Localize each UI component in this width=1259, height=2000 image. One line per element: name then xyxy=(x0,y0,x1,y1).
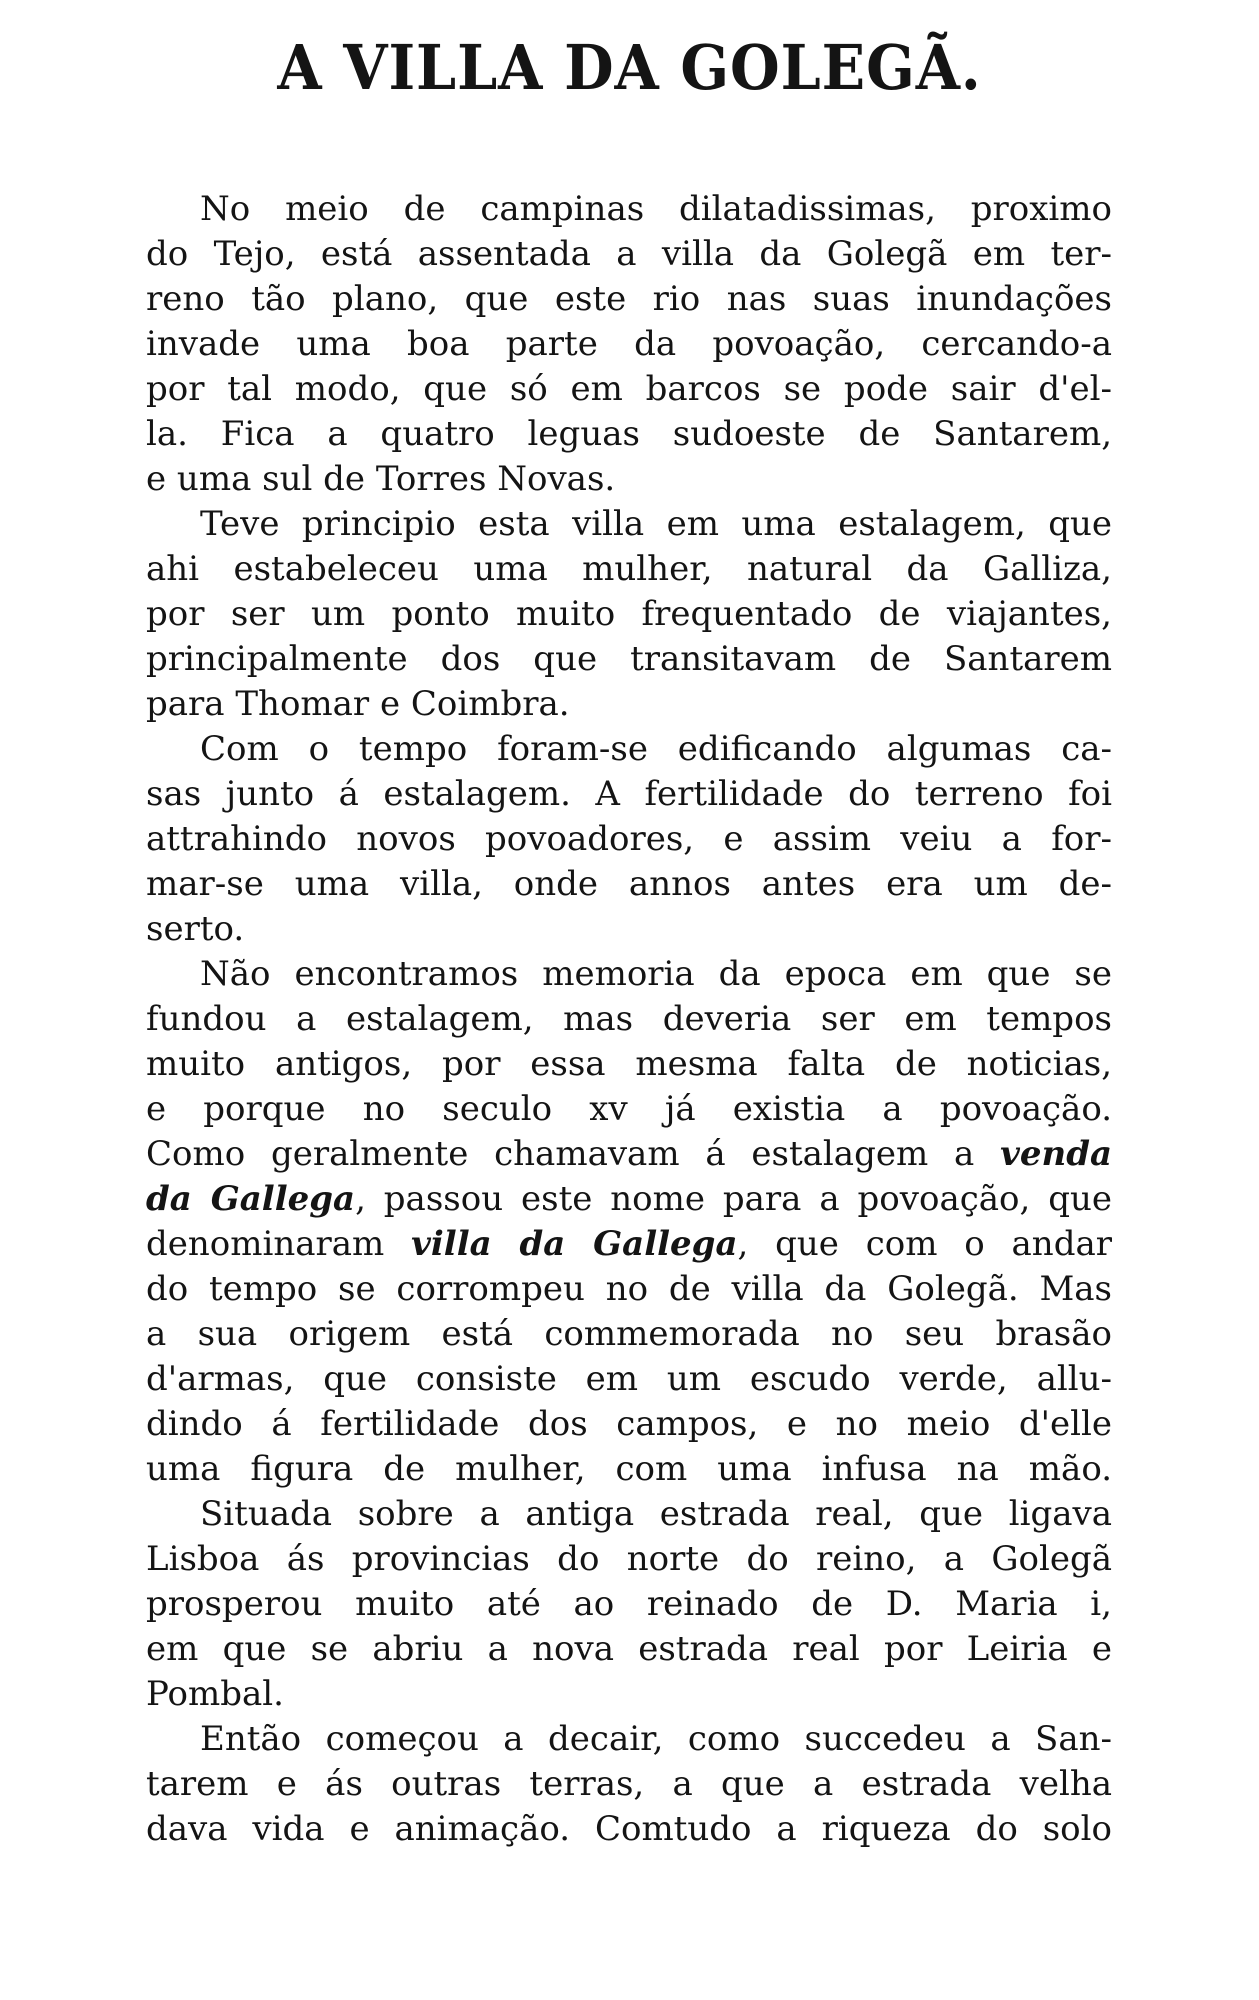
text-line xyxy=(146,1177,1112,1222)
text-line: d'armas, que consiste em um escudo verde, allu- xyxy=(146,1359,1112,1399)
text-line: muito antigos, por essa mesma falta de noticias, xyxy=(146,1044,1112,1084)
text-segment: denominaram xyxy=(146,1224,385,1264)
text-line: para Thomar e Coimbra. xyxy=(146,684,570,724)
text-line: e uma sul de Torres Novas. xyxy=(146,459,616,499)
text-line: la. Fica a quatro leguas sudoeste de Santarem, xyxy=(146,414,1112,454)
text-line: serto. xyxy=(146,909,245,949)
text-line: attrahindo novos povoadores, e assim veiu a for- xyxy=(146,819,1112,859)
text-line: a sua origem está commemorada no seu brasão xyxy=(146,1314,1112,1354)
text-line: por tal modo, que só em barcos se pode sair d'el- xyxy=(146,369,1112,409)
text-line: prosperou muito até ao reinado de D. Maria i, xyxy=(146,1584,1112,1624)
text-line xyxy=(146,1132,1112,1177)
text-line: mar-se uma villa, onde annos antes era um de- xyxy=(146,864,1112,904)
text-line: reno tão plano, que este rio nas suas inundações xyxy=(146,279,1112,319)
text-line: Com o tempo foram-se edificando algumas ca- xyxy=(200,729,1112,769)
text-line: Então começou a decair, como succedeu a San- xyxy=(200,1719,1112,1759)
text-line: dindo á fertilidade dos campos, e no meio d'elle xyxy=(146,1404,1112,1444)
text-line: principalmente dos que transitavam de Santarem xyxy=(146,639,1112,679)
italic-term: venda xyxy=(1000,1134,1112,1174)
text-line: dava vida e animação. Comtudo a riqueza do solo xyxy=(146,1809,1112,1849)
text-line: uma figura de mulher, com uma infusa na mão. xyxy=(146,1449,1112,1489)
text-line: No meio de campinas dilatadissimas, proximo xyxy=(200,189,1112,229)
text-line: em que se abriu a nova estrada real por Leiria e xyxy=(146,1629,1112,1669)
text-line: Teve principio esta villa em uma estalagem, que xyxy=(200,504,1112,544)
text-line: e porque no seculo xv já existia a povoação. xyxy=(146,1089,1112,1129)
text-line: Não encontramos memoria da epoca em que se xyxy=(200,954,1112,994)
italic-term: villa da Gallega xyxy=(411,1224,738,1264)
text-line: Pombal. xyxy=(146,1674,284,1714)
text-line: Lisboa ás provincias do norte do reino, a Golegã xyxy=(146,1539,1112,1579)
page-title: A VILLA DA GOLEGÃ. xyxy=(277,31,982,104)
text-line: do tempo se corrompeu no de villa da Golegã. Mas xyxy=(146,1269,1112,1309)
text-line: ahi estabeleceu uma mulher, natural da Galliza, xyxy=(146,549,1112,589)
text-line: Situada sobre a antiga estrada real, que ligava xyxy=(200,1494,1112,1534)
text-line: sas junto á estalagem. A fertilidade do terreno foi xyxy=(146,774,1112,814)
text-line xyxy=(146,1222,1112,1267)
text-line: do Tejo, está assentada a villa da Golegã em ter- xyxy=(146,234,1112,274)
text-segment: , que com o andar xyxy=(737,1224,1112,1264)
text-line: invade uma boa parte da povoação, cercando-a xyxy=(146,324,1112,364)
text-line: por ser um ponto muito frequentado de viajantes, xyxy=(146,594,1112,634)
italic-term: da Gallega xyxy=(146,1179,356,1219)
text-line: fundou a estalagem, mas deveria ser em tempos xyxy=(146,999,1112,1039)
text-segment: , passou este nome para a povoação, que xyxy=(355,1179,1112,1219)
text-segment: Como geralmente chamavam á estalagem a xyxy=(146,1134,975,1174)
text-column xyxy=(146,187,1112,1852)
text-line: tarem e ás outras terras, a que a estrada velha xyxy=(146,1764,1112,1804)
